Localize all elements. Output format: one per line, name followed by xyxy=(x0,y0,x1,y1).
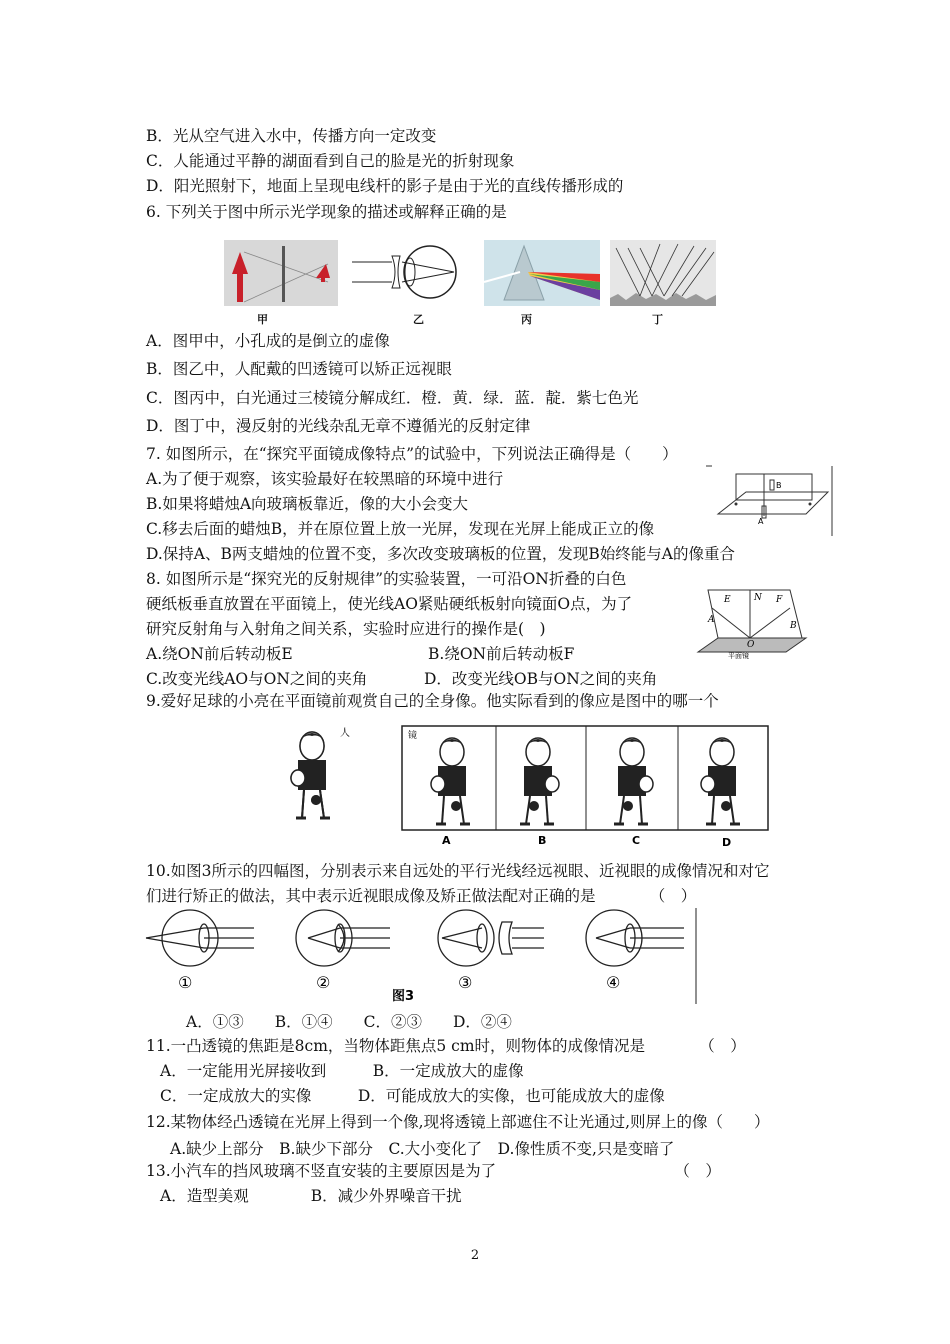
q10-stem-line1: 10.如图3所示的四幅图，分别表示来自远处的平行光线经远视眼、近视眼的成像情况和对它 xyxy=(146,862,770,880)
q6-option-b: B．图乙中，人配戴的凹透镜可以矫正远视眼 xyxy=(146,360,452,378)
q8-stem-line1: 8. 如图所示是“探究光的反射规律”的实验装置，一可沿ON折叠的白色 xyxy=(146,570,627,588)
label-f: F xyxy=(776,595,783,605)
label-o: O xyxy=(747,640,755,650)
caption-bing: 丙 xyxy=(521,313,532,326)
caption-jia: 甲 xyxy=(257,313,268,326)
q10-stem-line2: 们进行矫正的做法，其中表示近视眼成像及矫正做法配对正确的是 （ ） xyxy=(146,887,697,905)
q9-figures xyxy=(282,722,772,850)
q7-option-b: B.如果将蜡烛A向玻璃板靠近，像的大小会变大 xyxy=(146,495,469,513)
q13-options: A．造型美观 B．减少外界噪音干扰 xyxy=(160,1187,462,1205)
q7-option-a: A.为了便于观察，该实验最好在较黑暗的环境中进行 xyxy=(146,470,504,488)
q6-option-c: C．图丙中，白光通过三棱镜分解成红．橙．黄．绿．蓝．靛．紫七色光 xyxy=(146,389,639,407)
q6-option-d: D．图丁中，漫反射的光线杂乱无章不遵循光的反射定律 xyxy=(146,417,531,435)
q5-option-d: D．阳光照射下，地面上呈现电线杆的影子是由于光的直线传播形成的 xyxy=(146,177,624,195)
reflection-law-figure xyxy=(694,582,808,662)
option-b-label: B xyxy=(538,834,547,847)
plane-mirror-experiment-figure xyxy=(706,462,836,538)
fig-num-4: ④ xyxy=(606,973,621,992)
q8-option-c: C.改变光线AO与ON之间的夹角 xyxy=(146,670,368,688)
q8-option-d: D．改变光线OB与ON之间的夹角 xyxy=(424,670,658,688)
q7-option-d: D.保持A、B两支蜡烛的位置不变，多次改变玻璃板的位置，发现B始终能与A的像重合 xyxy=(146,545,735,563)
q7-option-c: C.移去后面的蜡烛B，并在原位置上放一光屏，发现在光屏上能成正立的像 xyxy=(146,520,655,538)
q10-eye-figures xyxy=(144,906,704,1006)
prism-dispersion-figure xyxy=(484,240,600,306)
mirror-label: 镜 xyxy=(408,731,418,741)
q8-option-b: B.绕ON前后转动板F xyxy=(428,645,575,663)
person-label: 人 xyxy=(340,728,350,739)
q12-options: A.缺少上部分 B.缺少下部分 C.大小变化了 D.像性质不变,只是变暗了 xyxy=(170,1140,675,1158)
fig-num-3: ③ xyxy=(458,973,473,992)
page-number: 2 xyxy=(470,1248,480,1263)
pinhole-figure xyxy=(224,240,338,306)
q8-stem-line3: 研究反射角与入射角之间关系，实验时应进行的操作是( ) xyxy=(146,620,546,638)
q11-stem: 11.一凸透镜的焦距是8cm，当物体距焦点5 cm时，则物体的成像情况是 （ ） xyxy=(146,1037,746,1055)
label-e: E xyxy=(724,595,731,605)
q8-option-a: A.绕ON前后转动板E xyxy=(146,645,293,663)
label-b: B xyxy=(776,481,782,490)
q13-stem: 13.小汽车的挡风玻璃不竖直安装的主要原因是为了 （ ） xyxy=(146,1162,721,1180)
q11-options-ab: A．一定能用光屏接收到 B．一定成放大的虚像 xyxy=(160,1062,524,1080)
fig-num-2: ② xyxy=(316,973,331,992)
option-d-label: D xyxy=(722,836,732,849)
caption-ding: 丁 xyxy=(652,313,663,326)
eye-concave-lens-figure xyxy=(352,246,456,298)
option-c-label: C xyxy=(632,834,641,847)
label-n: N xyxy=(754,593,762,603)
q6-stem: 6. 下列关于图中所示光学现象的描述或解释正确的是 xyxy=(146,203,507,221)
q5-option-c: C．人能通过平静的湖面看到自己的脸是光的折射现象 xyxy=(146,152,515,170)
q7-stem: 7. 如图所示，在“探究平面镜成像特点”的试验中，下列说法正确得是（ ） xyxy=(146,445,678,463)
q6-option-a: A．图甲中，小孔成的是倒立的虚像 xyxy=(146,332,390,350)
q10-options: A．①③ B．①④ C．②③ D．②④ xyxy=(186,1013,512,1031)
diffuse-reflection-figure xyxy=(610,238,716,310)
label-a: A xyxy=(708,615,715,625)
figure-3-title: 图3 xyxy=(392,989,415,1004)
q11-options-cd: C．一定成放大的实像 D．可能成放大的实像，也可能成放大的虚像 xyxy=(160,1087,665,1105)
q9-stem: 9.爱好足球的小亮在平面镜前观赏自己的全身像。他实际看到的像应是图中的哪一个 xyxy=(146,692,719,710)
label-plane-mirror: 平面镜 xyxy=(728,652,749,660)
label-b: B xyxy=(790,621,797,631)
q12-stem: 12.某物体经凸透镜在光屏上得到一个像,现将透镜上部遮住不让光通过,则屏上的像（ ） xyxy=(146,1113,770,1131)
option-a-label: A xyxy=(442,834,451,847)
fig-num-1: ① xyxy=(178,973,193,992)
q5-option-b: B．光从空气进入水中，传播方向一定改变 xyxy=(146,127,437,145)
label-a: A xyxy=(758,517,764,526)
q6-figures xyxy=(222,238,602,310)
q8-stem-line2: 硬纸板垂直放置在平面镜上，使光线AO紧贴硬纸板射向镜面O点，为了 xyxy=(146,595,633,613)
caption-yi: 乙 xyxy=(413,313,424,326)
